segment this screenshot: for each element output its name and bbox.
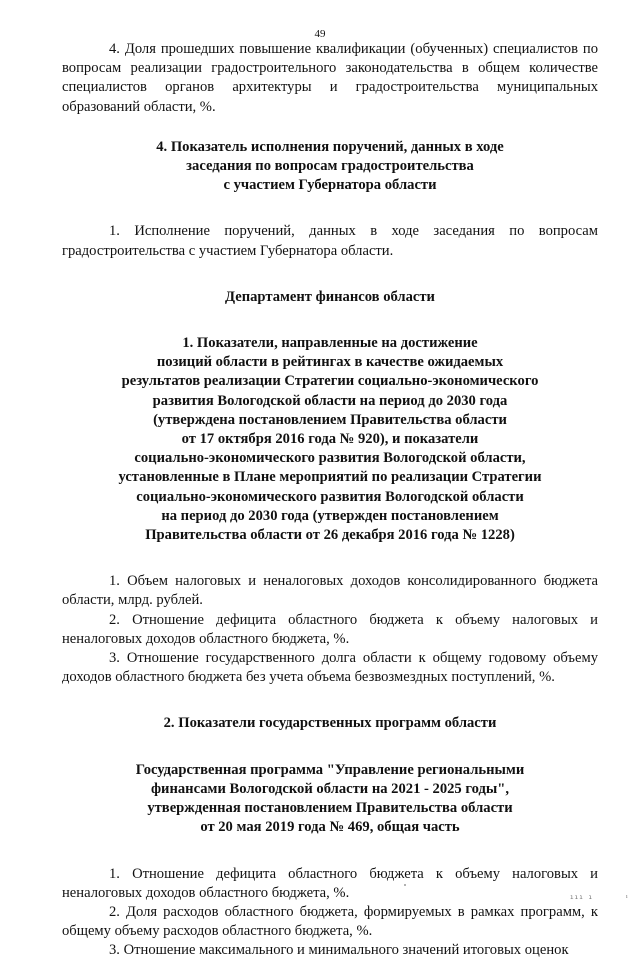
heading-line: (утверждена постановлением Правительства области <box>153 411 507 428</box>
heading-line: установленные в Плане мероприятий по реализации Стратегии <box>118 469 542 486</box>
heading-line: от 20 мая 2019 года № 469, общая часть <box>200 819 460 836</box>
heading-line: утвержденная постановлением Правительства области <box>147 800 513 817</box>
department-title <box>62 288 598 307</box>
heading-line: от 17 октября 2016 года № 920), и показатели <box>181 431 479 448</box>
footer-dot: ı <box>626 894 628 900</box>
heading-line: на период до 2030 года (утвержден постановлением <box>161 507 499 524</box>
section-2-heading <box>62 714 598 733</box>
section-1-heading <box>62 334 598 545</box>
heading-line: 4. Показатель исполнения поручений, данных в ходе <box>156 138 504 155</box>
heading-line: заседания по вопросам градостроительства <box>186 158 474 175</box>
section-1-item-2: 2. Отношение дефицита областного бюджета к объему налоговых и неналоговых доходов областного бюджета, %. <box>62 611 598 647</box>
section-1-item-3: 3. Отношение государственного долга области к общему годовому объему доходов областного бюджета без учета объема безвозмездных поступлений, %. <box>62 650 598 686</box>
page-number: 49 <box>314 28 326 40</box>
footer-mark: ııı ı <box>570 894 594 901</box>
heading-line: с участием Губернатора области <box>223 177 437 194</box>
section-1-item-1: 1. Объем налоговых и неналоговых доходов консолидированного бюджета области, млрд. рублей. <box>62 573 598 609</box>
heading-line: результатов реализации Стратегии социально-экономического <box>121 373 539 390</box>
section-2-item-2: 2. Доля расходов областного бюджета, формируемых в рамках программ, к общему объему расходов областного бюджета, %. <box>62 903 598 940</box>
heading-line: Государственная программа "Управление региональными <box>135 761 525 778</box>
heading-line: Правительства области от 26 декабря 2016 года № 1228) <box>145 527 515 544</box>
heading-line: 2. Показатели государственных программ области <box>163 715 497 732</box>
section-2-item-1: 1. Отношение дефицита областного бюджета к объему налоговых и неналоговых доходов областного бюджета, %. <box>62 865 598 901</box>
heading-line: социально-экономического развития Вологодской области <box>136 488 524 505</box>
heading-line: позиций области в рейтингах в качестве ожидаемых <box>156 354 504 371</box>
heading-line: социально-экономического развития Вологодской области, <box>134 450 526 467</box>
section-4-heading <box>62 138 598 196</box>
document-body <box>62 40 598 961</box>
scan-artifact-dot <box>404 884 406 886</box>
program-heading <box>62 761 598 838</box>
paragraph-item-4-training: 4. Доля прошедших повышение квалификации (обученных) специалистов по вопросам реализации градостроительного законодательства в общем количестве специалистов органов архитектуры и градостроительства муниципальных образований области, %. <box>62 41 598 115</box>
section-4-item-1: 1. Исполнение поручений, данных в ходе заседания по вопросам градостроительства с участием Губернатора области. <box>62 223 598 259</box>
heading-line: развития Вологодской области на период до 2030 года <box>152 392 508 409</box>
heading-line: 1. Показатели, направленные на достижение <box>182 335 478 352</box>
heading-line: Департамент финансов области <box>225 288 435 305</box>
heading-line: финансами Вологодской области на 2021 - 2025 годы", <box>150 780 510 797</box>
section-2-item-3: 3. Отношение максимального и минимального значений итоговых оценок <box>109 942 569 959</box>
